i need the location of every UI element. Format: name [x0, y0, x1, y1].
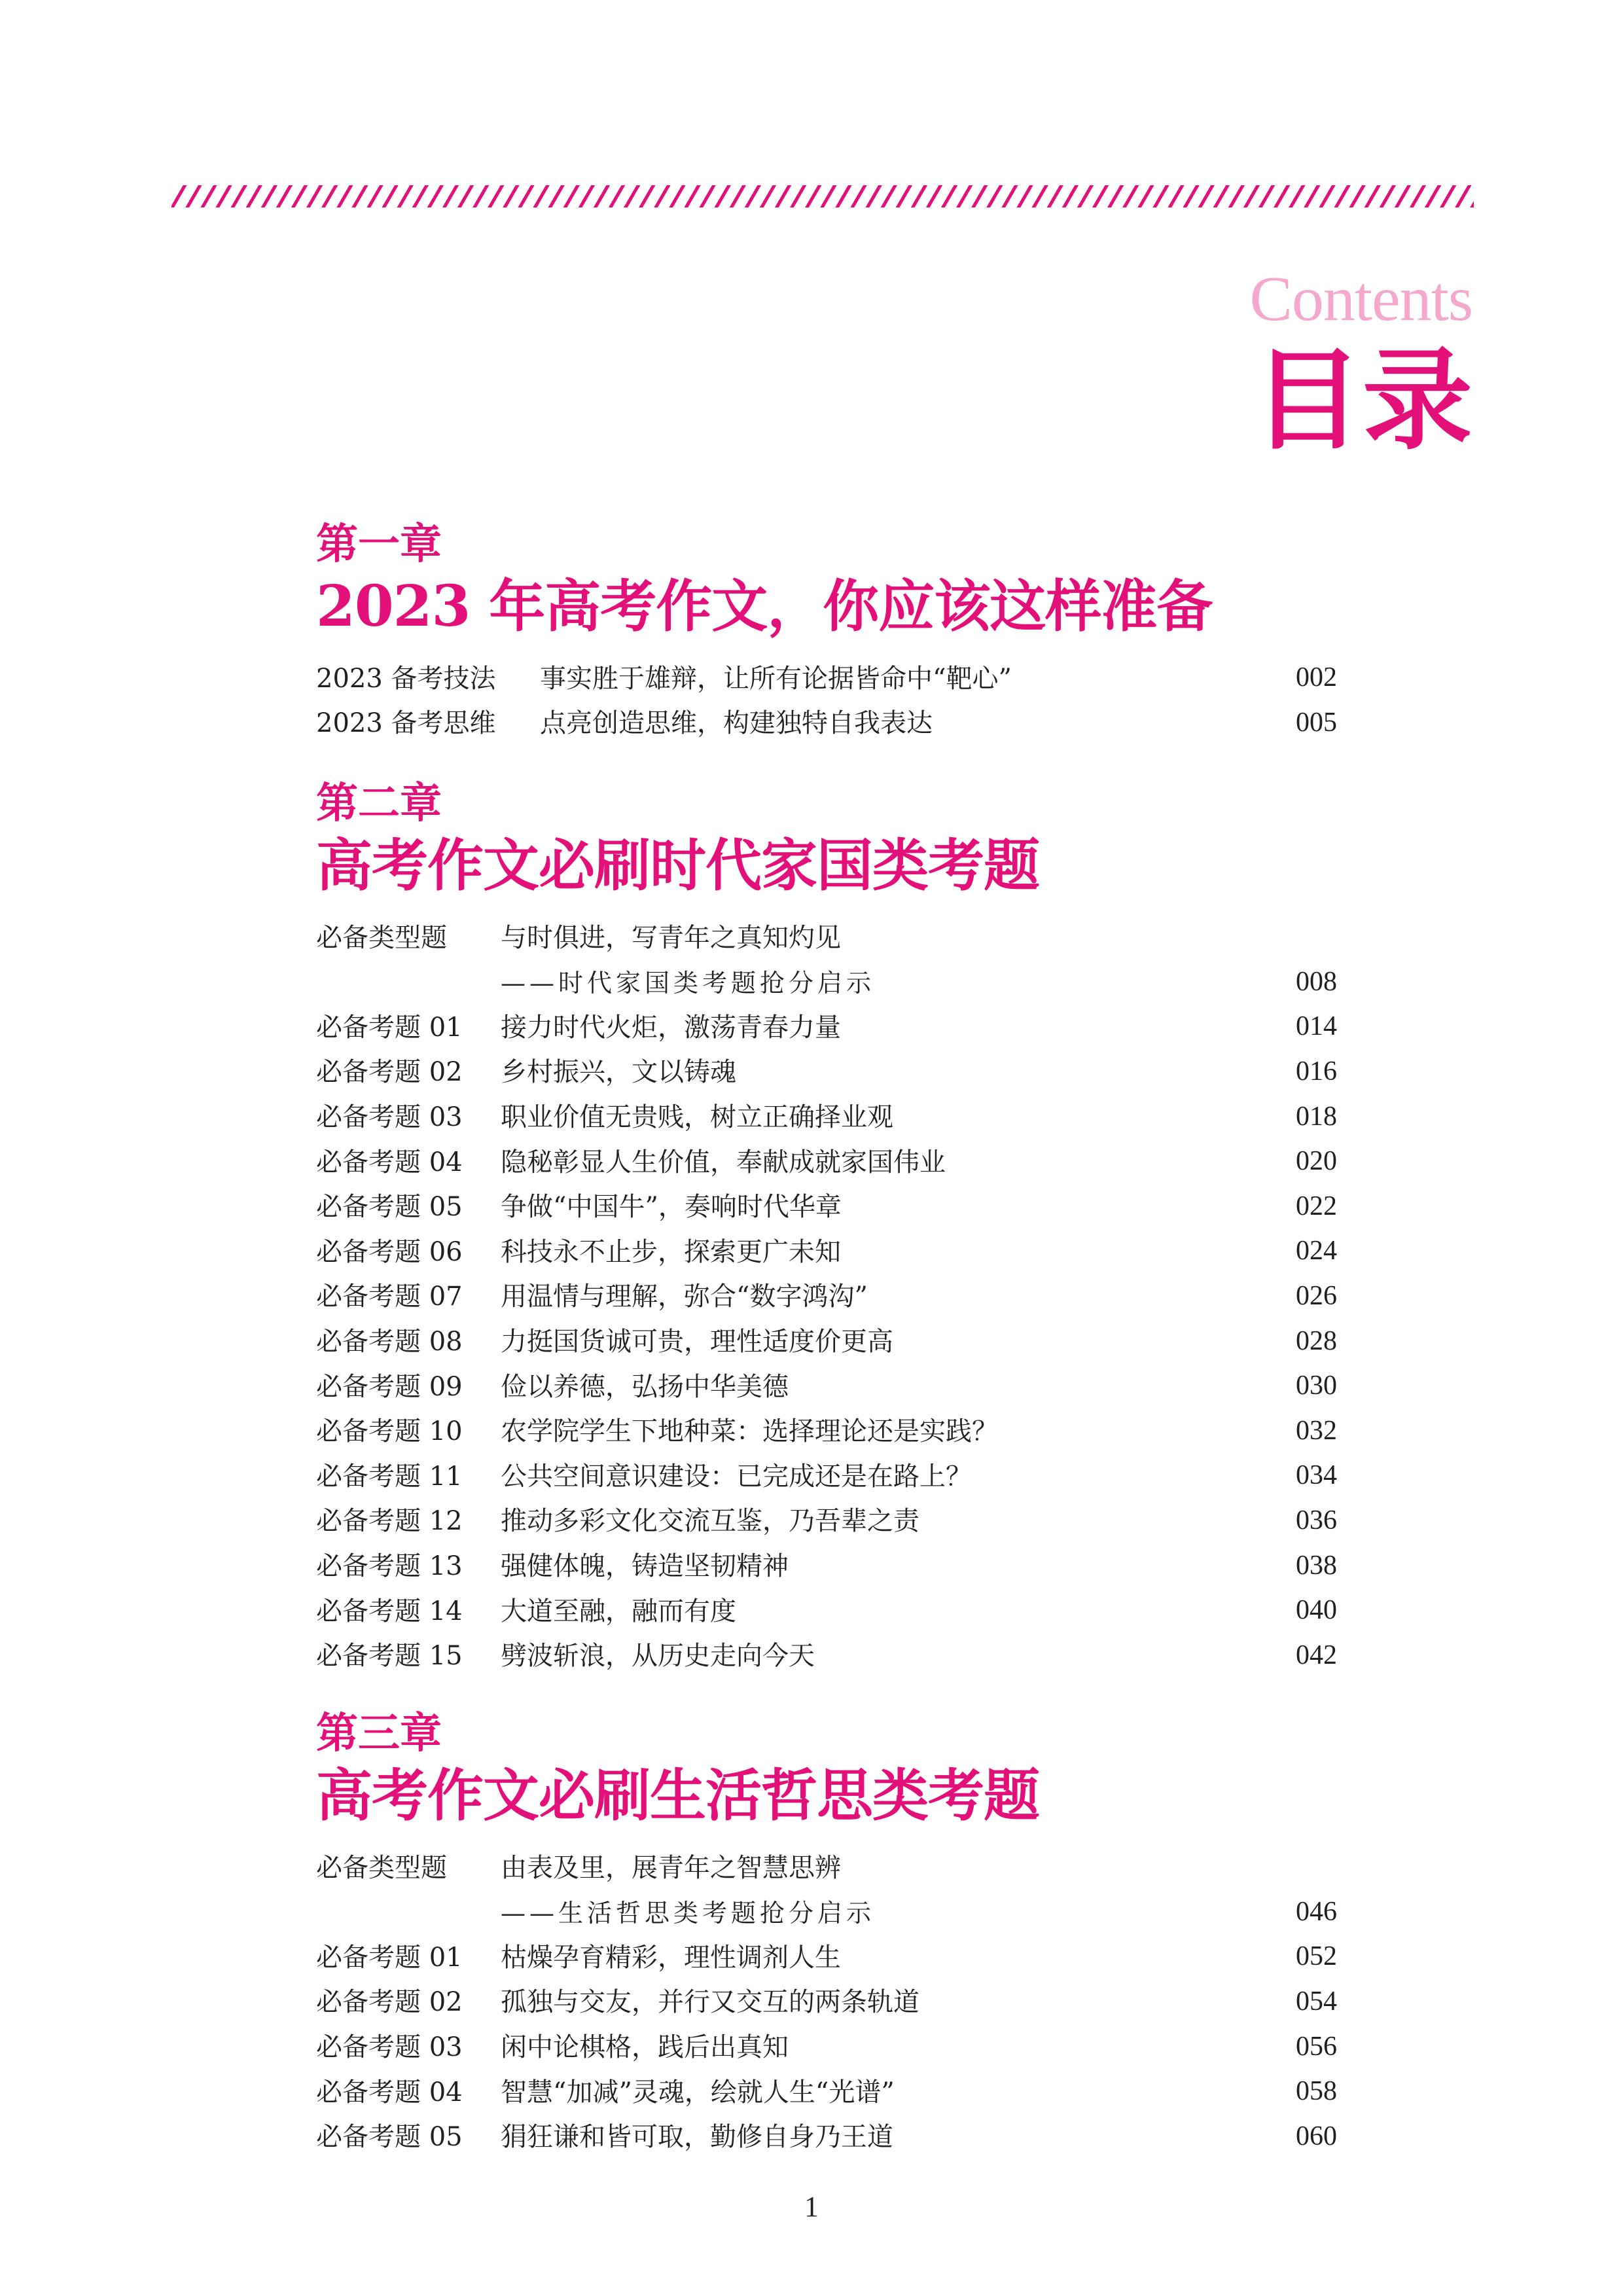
entry-title: 接力时代火炬，激荡青春力量	[501, 1012, 841, 1043]
entry-title: 与时俱进，写青年之真知灼见	[501, 922, 841, 953]
entry-label: 必备考题 15	[316, 1641, 463, 1672]
toc-lead-subtitle[interactable]	[316, 954, 1337, 999]
entry-page: 018	[1296, 1101, 1337, 1132]
chapter-title: 高考作文必刷生活哲思类考题	[316, 1763, 1039, 1829]
contents-heading-en: Contents	[1249, 264, 1472, 334]
toc-entry[interactable]	[316, 1178, 1337, 1223]
entry-title: 推动多彩文化交流互鉴，乃吾辈之责	[501, 1506, 919, 1537]
chapter-1	[316, 520, 1337, 739]
toc-entry[interactable]	[316, 1928, 1337, 1973]
entry-title: 科技永不止步，探索更广未知	[501, 1236, 841, 1267]
entry-page: 026	[1296, 1280, 1337, 1311]
entry-label: 必备考题 12	[316, 1506, 463, 1537]
entry-page: 038	[1296, 1550, 1337, 1581]
entry-label: 必备考题 01	[316, 1012, 463, 1043]
entry-page: 022	[1296, 1191, 1337, 1221]
entry-label: 必备考题 08	[316, 1326, 463, 1357]
toc-lead-entry[interactable]	[316, 1839, 1337, 1884]
chapter-3	[316, 1709, 1337, 2153]
toc-entry[interactable]	[316, 1537, 1337, 1582]
entry-label: 必备考题 02	[316, 1057, 463, 1088]
entry-title: 闲中论棋格，践后出真知	[501, 2032, 789, 2062]
entry-title: 公共空间意识建设：已完成还是在路上？	[501, 1461, 972, 1492]
entry-page: 005	[1296, 707, 1337, 738]
entry-page: 058	[1296, 2076, 1337, 2107]
entry-title: 大道至融，融而有度	[501, 1596, 736, 1626]
contents-heading-zh: 目录	[1253, 336, 1472, 465]
entry-title: 职业价值无贵贱，树立正确择业观	[501, 1102, 893, 1132]
toc-entry[interactable]	[316, 1312, 1337, 1357]
toc-entry[interactable]	[316, 1492, 1337, 1537]
entry-label: 必备考题 04	[316, 1147, 463, 1177]
entry-page: 056	[1296, 2031, 1337, 2062]
toc-entry[interactable]	[316, 1357, 1337, 1403]
entry-label: 必备考题 07	[316, 1282, 463, 1312]
entry-label: 必备考题 14	[316, 1596, 463, 1626]
decorative-stripe-bar	[171, 185, 1474, 207]
entry-title: 乡村振兴，文以铸魂	[501, 1057, 736, 1088]
entry-title: 枯燥孕育精彩，理性调剂人生	[501, 1942, 841, 1973]
entry-label: 必备考题 10	[316, 1416, 463, 1447]
toc-entry[interactable]	[316, 649, 1337, 694]
toc-entry[interactable]	[316, 998, 1337, 1043]
toc-lead-entry[interactable]	[316, 908, 1337, 954]
entry-page: 042	[1296, 1640, 1337, 1670]
entry-label: 必备考题 06	[316, 1236, 463, 1267]
entry-label: 必备考题 11	[316, 1461, 463, 1492]
chapter-number: 第一章	[316, 520, 442, 569]
entry-title: 点亮创造思维，构建独特自我表达	[540, 708, 933, 739]
toc-entry[interactable]	[316, 1088, 1337, 1133]
toc-entry[interactable]	[316, 2018, 1337, 2063]
entry-page: 036	[1296, 1505, 1337, 1535]
entry-title: 孤独与交友，并行又交互的两条轨道	[501, 1987, 919, 2018]
entry-page: 016	[1296, 1056, 1337, 1086]
toc-entry[interactable]	[316, 1973, 1337, 2018]
entry-page: 052	[1296, 1941, 1337, 1972]
entry-label: 必备考题 03	[316, 1102, 463, 1132]
entry-subtitle: ——时代家国类考题抢分启示	[501, 968, 876, 997]
entry-page: 024	[1296, 1236, 1337, 1266]
toc-entry[interactable]	[316, 2108, 1337, 2153]
chapter-number: 第二章	[316, 779, 442, 828]
entry-title: 事实胜于雄辩，让所有论据皆命中“靶心”	[540, 663, 1012, 694]
chapter-2	[316, 779, 1337, 1672]
entry-title: 智慧“加减”灵魂，绘就人生“光谱”	[501, 2077, 895, 2108]
toc-entry[interactable]	[316, 1268, 1337, 1313]
entry-title: 狷狂谦和皆可取，勤修自身乃王道	[501, 2122, 893, 2153]
entry-title: 强健体魄，铸造坚韧精神	[501, 1551, 789, 1581]
entry-label: 必备考题 13	[316, 1551, 463, 1581]
entry-page: 054	[1296, 1986, 1337, 2017]
entry-title: 劈波斩浪，从历史走向今天	[501, 1641, 815, 1672]
entry-page: 032	[1296, 1415, 1337, 1446]
entry-label: 必备考题 04	[316, 2077, 463, 2108]
entry-title: 用温情与理解，弥合“数字鸿沟”	[501, 1282, 868, 1312]
entry-title: 由表及里，展青年之智慧思辨	[501, 1852, 841, 1883]
toc-entry[interactable]	[316, 1582, 1337, 1627]
entry-label: 必备考题 01	[316, 1942, 463, 1973]
entry-page: 046	[1296, 1896, 1337, 1927]
toc-lead-subtitle[interactable]	[316, 1884, 1337, 1929]
toc-entry[interactable]	[316, 1447, 1337, 1492]
entry-title: 农学院学生下地种菜：选择理论还是实践？	[501, 1416, 998, 1447]
entry-page: 002	[1296, 662, 1337, 693]
toc-entry[interactable]	[316, 1043, 1337, 1088]
entry-label: 必备考题 09	[316, 1371, 463, 1402]
chapter-number: 第三章	[316, 1709, 442, 1758]
entry-label: 必备类型题	[316, 1852, 447, 1883]
chapter-title: 2023 年高考作文，你应该这样准备	[316, 573, 1213, 639]
entry-page: 060	[1296, 2121, 1337, 2151]
entry-label: 必备考题 05	[316, 1192, 463, 1223]
entry-title: 争做“中国牛”，奏响时代华章	[501, 1192, 842, 1223]
entry-page: 008	[1296, 966, 1337, 997]
entry-title: 力挺国货诚可贵，理性适度价更高	[501, 1326, 893, 1357]
toc-entry[interactable]	[316, 1223, 1337, 1268]
toc-entry[interactable]	[316, 1403, 1337, 1448]
toc-entry[interactable]	[316, 2063, 1337, 2108]
entry-title: 隐秘彰显人生价值，奉献成就家国伟业	[501, 1147, 946, 1177]
toc-entry[interactable]	[316, 1133, 1337, 1178]
entry-page: 040	[1296, 1595, 1337, 1626]
entry-page: 020	[1296, 1146, 1337, 1177]
entry-page: 034	[1296, 1460, 1337, 1491]
entry-label: 必备考题 02	[316, 1987, 463, 2018]
entry-label: 2023 备考思维	[316, 708, 496, 739]
toc-entry[interactable]	[316, 1627, 1337, 1672]
entry-title: 俭以养德，弘扬中华美德	[501, 1371, 789, 1402]
page-number: 1	[804, 2191, 819, 2223]
entry-page: 014	[1296, 1011, 1337, 1042]
chapter-title: 高考作文必刷时代家国类考题	[316, 833, 1039, 899]
toc-entry[interactable]	[316, 694, 1337, 740]
entry-label: 必备类型题	[316, 922, 447, 953]
entry-subtitle: ——生活哲思类考题抢分启示	[501, 1898, 876, 1928]
entry-label: 2023 备考技法	[316, 663, 496, 694]
entry-label: 必备考题 05	[316, 2122, 463, 2153]
entry-label: 必备考题 03	[316, 2032, 463, 2062]
entry-page: 030	[1296, 1371, 1337, 1401]
entry-page: 028	[1296, 1325, 1337, 1356]
